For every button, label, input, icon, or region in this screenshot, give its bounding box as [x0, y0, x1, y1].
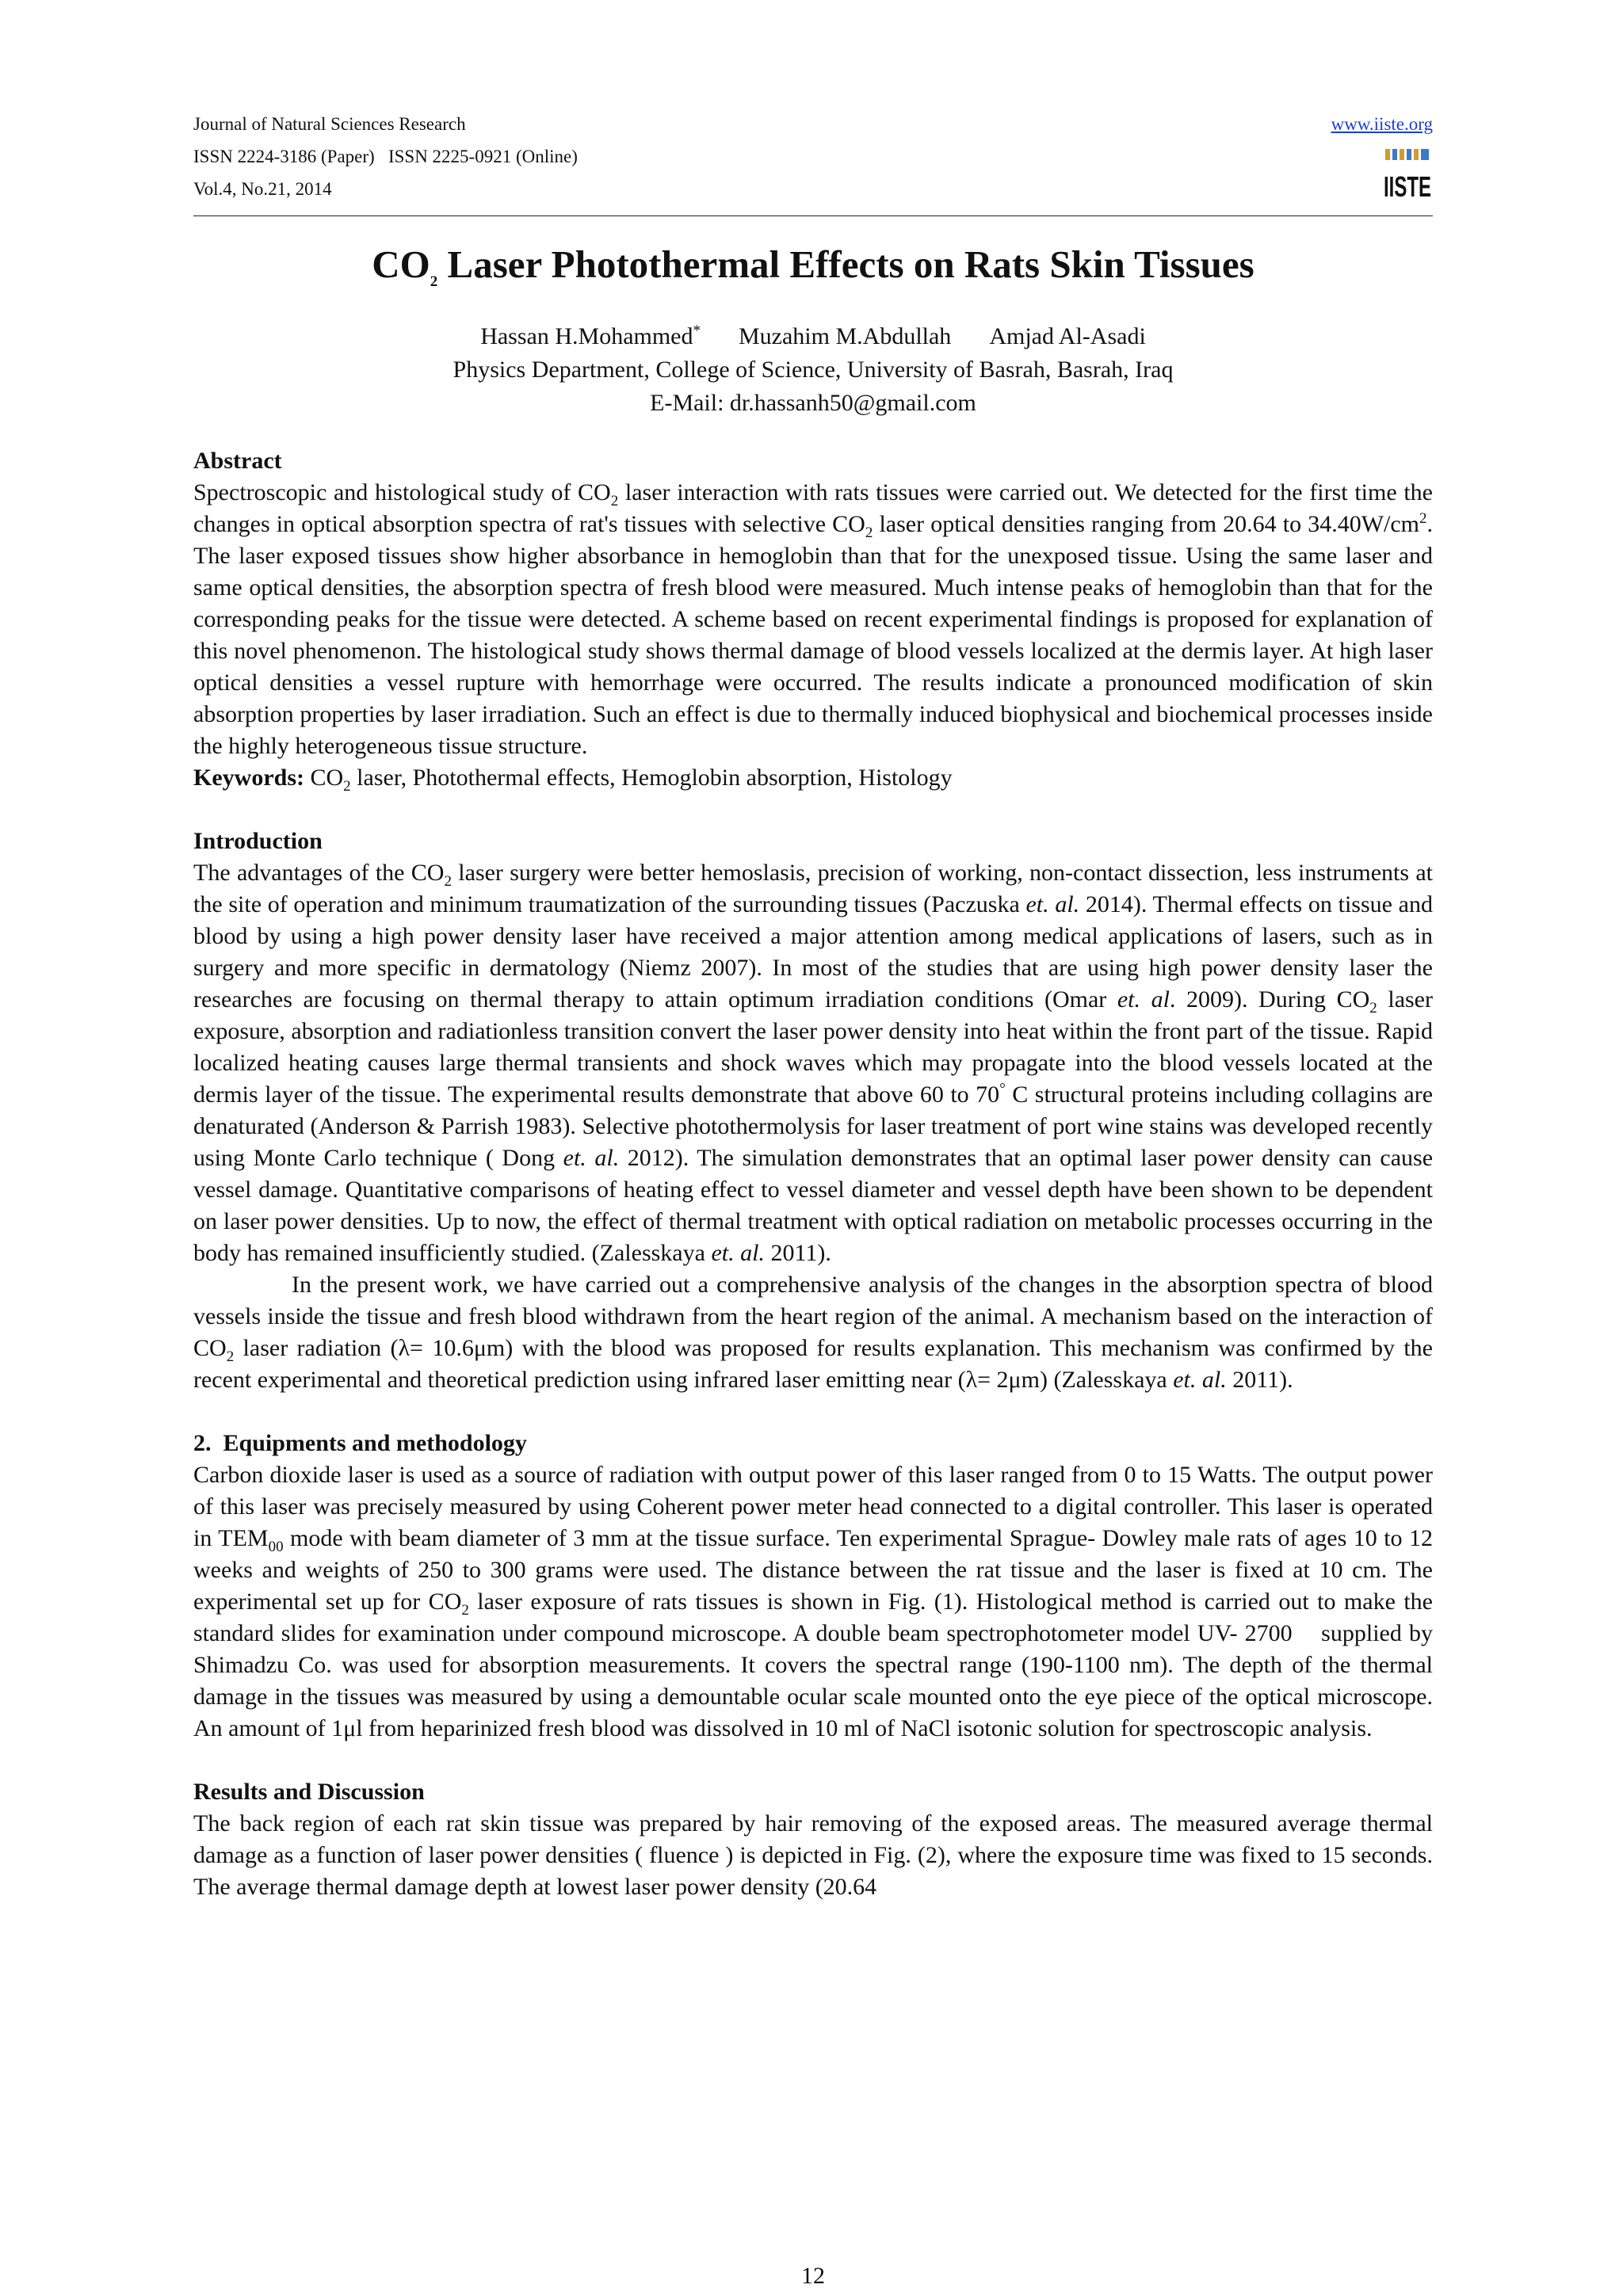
volume-line: Vol.4, No.21, 2014	[193, 179, 332, 199]
methods-paragraph: Carbon dioxide laser is used as a source of radiation with output power of this laser ranged from 0 to 15 Watts. The output power of this laser was precisely measured by using Coherent power meter head connected to a digital controller. This laser is operated in $TEM_{00}$ mode with beam diameter of 3 mm at the tissue surface. Ten experimental Sprague- Dowley male rats of ages 10 to 12 weeks and weights of 250 to 300 grams were used. The distance between the rat tissue and the laser is fixed at 10 cm. The experimental set up for $CO_2$ laser exposure of rats tissues is shown in Fig. (1). Histological method is carried out to make the standard slides for examination under compound microscope. A double beam spectrophotometer model UV- 2700 supplied by Shimadzu Co. was used for absorption measurements. It covers the spectral range (190-1100 nm). The depth of the thermal damage in the tissues was measured by using a demountable ocular scale mounted onto the eye piece of the optical microscope. An amount of 1μl from heparinized fresh blood was dissolved in 10 ml of NaCl isotonic solution for spectroscopic analysis.	[193, 1462, 1439, 1741]
methods-heading: 2. Equipments and methodology	[193, 1430, 527, 1456]
results-heading: Results and Discussion	[193, 1779, 425, 1805]
running-header	[193, 108, 578, 205]
results-paragraph: The back region of each rat skin tissue was prepared by hair removing of the exposed areas. The measured average thermal damage as a function of laser power densities ( fluence ) is depicted in Fig. (2), where the exposure time was fixed to 15 seconds. The average thermal damage depth at lowest laser power density (20.64	[193, 1810, 1433, 1900]
page-number: 12	[801, 2263, 825, 2289]
introduction-paragraph-1: The advantages of the $CO_2$ laser surgery were better hemoslasis, precision of working, non-contact dissection, less instruments at the site of operation and minimum traumatization of the surrounding tissues (Paczuska et. al. 2014). Thermal effects on tissue and blood by using a high power density laser have received a major attention among medical applications of lasers, such as in surgery and more specific in dermatology (Niemz 2007). In most of the studies that are using high power density laser the researches are focusing on thermal therapy to attain optimum irradiation conditions (Omar et. al. 2009). During $CO_2$ laser exposure, absorption and radiationless transition convert the laser power density into heat within the front part of the tissue. Rapid localized heating causes large thermal transients and shock waves which may propagate into the blood vessels located at the dermis layer of the tissue. The experimental results demonstrate that above 60 to 70° C structural proteins including collagins are denaturated (Anderson & Parrish 1983). Selective photothermolysis for laser treatment of port wine stains was developed recently using Monte Carlo technique ( Dong et. al. 2012). The simulation demonstrates that an optimal laser power density can cause vessel damage. Quantitative comparisons of heating effect to vessel diameter and vessel depth have been shown to be dependent on laser power densities. Up to now, the effect of thermal treatment with optical radiation on metabolic processes occurring in the body has remained insufficiently studied. (Zalesskaya et. al. 2011).	[193, 860, 1434, 1266]
author-block	[193, 320, 1433, 420]
author-names	[193, 320, 1433, 353]
introduction-heading: Introduction	[193, 828, 323, 854]
website-link[interactable]: www.iiste.org	[1331, 114, 1433, 134]
author-1: Hassan H.Mohammed	[480, 323, 693, 349]
affiliation: Physics Department, College of Science, University of Basrah, Basrah, Iraq	[453, 357, 1174, 383]
paper-body	[193, 445, 1439, 1903]
abstract-text: Spectroscopic and histological study of $CO_2$ laser interaction with rats tissues were carried out. We detected for the first time the changes in optical absorption spectra of rat's tissues with selective $CO_2$ laser optical densities ranging from 20.64 to $34.40W/cm^2$. The laser exposed tissues show higher absorbance in hemoglobin than that for the unexposed tissue. Using the same laser and same optical densities, the absorption spectra of fresh blood were measured. Much intense peaks of hemoglobin than that for the corresponding peaks for the tissue were detected. A scheme based on recent experimental findings is proposed for explanation of this novel phenomenon. The histological study shows thermal damage of blood vessels localized at the dermis layer. At high laser optical densities a vessel rupture with hemorrhage were occurred. The results indicate a pronounced modification of skin absorption properties by laser irradiation. Such an effect is due to thermally induced biophysical and biochemical processes inside the highly heterogeneous tissue structure.	[193, 479, 1433, 759]
header-right	[1331, 108, 1433, 140]
email: E-Mail: dr.hassanh50@gmail.com	[650, 390, 976, 416]
journal-name: Journal of Natural Sciences Research	[193, 114, 466, 134]
introduction-paragraph-2: In the present work, we have carried out a comprehensive analysis of the changes in the absorption spectra of blood vessels inside the tissue and fresh blood withdrawn from the heart region of the animal. A mechanism based on the interaction of $CO_2$ laser radiation (λ= 10.6μm) with the blood was proposed for results explanation. This mechanism was confirmed by the recent experimental and theoretical prediction using infrared laser emitting near (λ= 2μm) (Zalesskaya et. al. 2011).	[193, 1272, 1433, 1393]
issn-line: ISSN 2224-3186 (Paper) ISSN 2225-0921 (Online)	[193, 147, 578, 166]
iiste-logo	[1382, 146, 1433, 201]
corresponding-mark: *	[693, 322, 701, 339]
keywords: Keywords: $CO_2$ laser, Photothermal effects, Hemoglobin absorption, Histology	[193, 765, 953, 795]
abstract-heading: Abstract	[193, 448, 282, 474]
header-divider	[193, 215, 1433, 216]
paper-title: $CO_2$ Laser Photothermal Effects on Rats Skin Tissues	[372, 242, 1254, 290]
svg-text:IISTE: IISTE	[1384, 170, 1431, 203]
author-3: Amjad Al-Asadi	[989, 323, 1146, 349]
author-2: Muzahim M.Abdullah	[739, 323, 952, 349]
